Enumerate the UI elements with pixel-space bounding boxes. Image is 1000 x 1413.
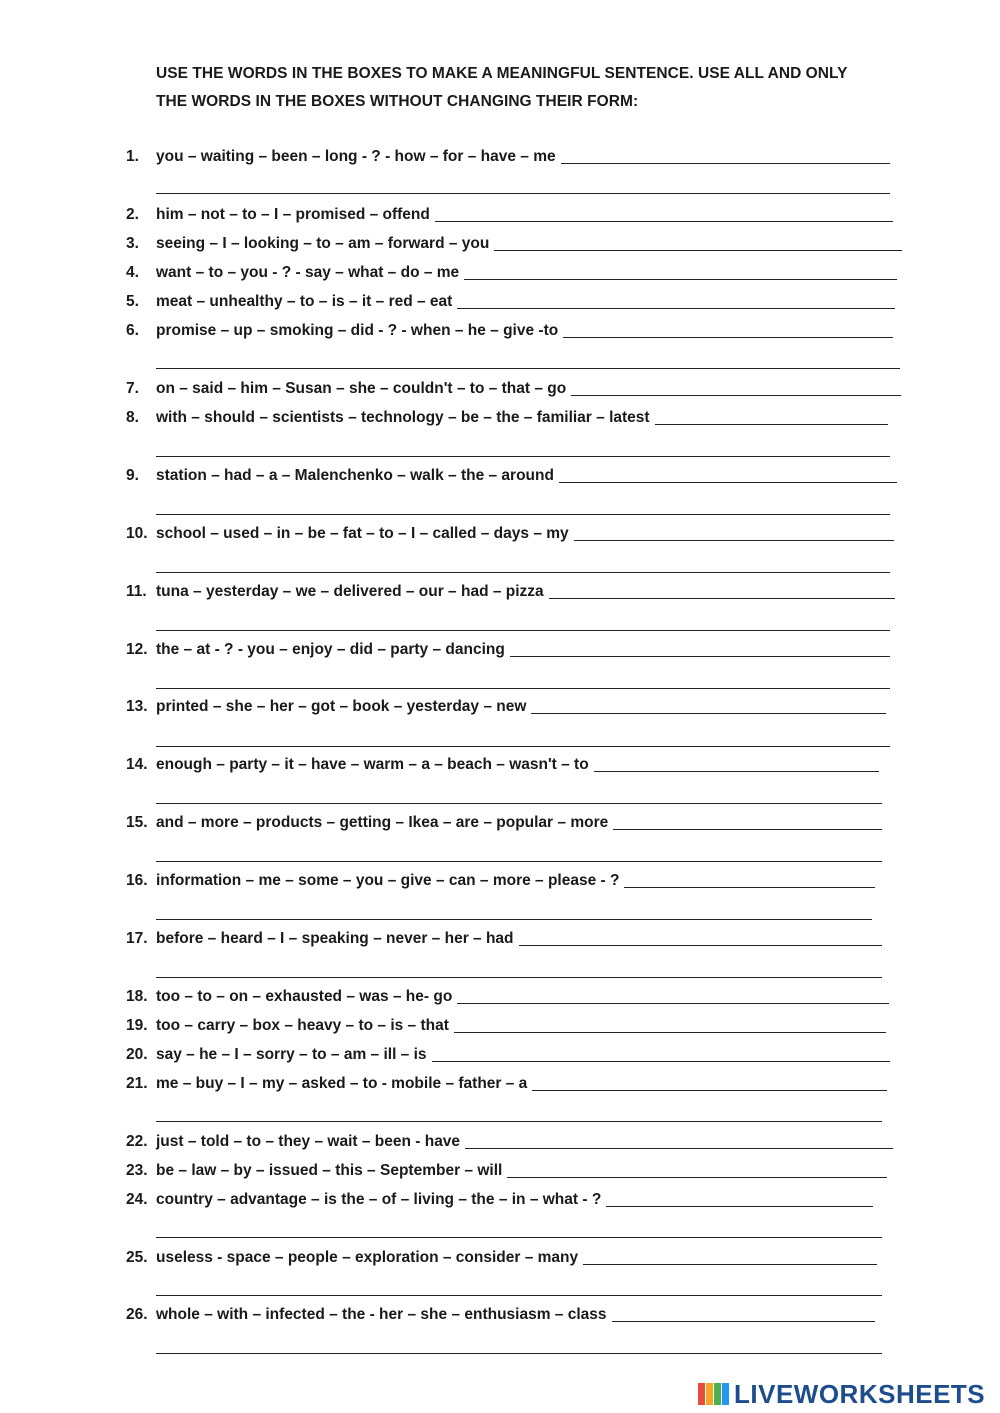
question-words: information – me – some – you – give – can – more – please - ?	[156, 872, 620, 889]
answer-line[interactable]	[655, 424, 888, 425]
answer-line[interactable]	[432, 1061, 890, 1062]
question-number: 12.	[126, 641, 148, 658]
answer-line-continuation[interactable]	[156, 1121, 882, 1122]
answer-line[interactable]	[613, 829, 882, 830]
question-number: 23.	[126, 1162, 148, 1179]
answer-line[interactable]	[606, 1206, 873, 1207]
answer-line[interactable]	[519, 945, 882, 946]
liveworksheets-logo	[698, 1380, 985, 1408]
answer-line[interactable]	[465, 1148, 893, 1149]
question-number: 10.	[126, 525, 148, 542]
question-words: country – advantage – is the – of – living – the – in – what - ?	[156, 1191, 602, 1208]
question-number: 9.	[126, 467, 139, 484]
answer-line[interactable]	[510, 656, 890, 657]
logo-text: LIVEWORKSHEETS	[734, 1378, 986, 1409]
answer-line[interactable]	[454, 1032, 886, 1033]
answer-line[interactable]	[574, 540, 894, 541]
answer-line-continuation[interactable]	[156, 746, 890, 747]
answer-line-continuation[interactable]	[156, 803, 882, 804]
question-number: 5.	[126, 293, 139, 310]
answer-line-continuation[interactable]	[156, 919, 872, 920]
answer-line-continuation[interactable]	[156, 514, 890, 515]
question-words: meat – unhealthy – to – is – it – red – eat	[156, 293, 453, 310]
answer-line[interactable]	[494, 250, 902, 251]
answer-line[interactable]	[549, 598, 895, 599]
answer-line[interactable]	[563, 337, 893, 338]
question-words: you – waiting – been – long - ? - how – for – have – me	[156, 148, 556, 165]
question-number: 19.	[126, 1017, 148, 1034]
question-number: 21.	[126, 1075, 148, 1092]
answer-line[interactable]	[571, 395, 901, 396]
question-number: 16.	[126, 872, 148, 889]
question-number: 3.	[126, 235, 139, 252]
answer-line-continuation[interactable]	[156, 368, 900, 369]
question-number: 7.	[126, 380, 139, 397]
question-words: enough – party – it – have – warm – a – beach – wasn't – to	[156, 756, 589, 773]
question-number: 14.	[126, 756, 148, 773]
question-number: 25.	[126, 1249, 148, 1266]
question-number: 13.	[126, 698, 148, 715]
answer-line[interactable]	[612, 1321, 875, 1322]
question-number: 22.	[126, 1133, 148, 1150]
question-number: 2.	[126, 206, 139, 223]
question-words: me – buy – I – my – asked – to - mobile – father – a	[156, 1075, 528, 1092]
answer-line-continuation[interactable]	[156, 572, 890, 573]
answer-line-continuation[interactable]	[156, 1237, 882, 1238]
answer-line-continuation[interactable]	[156, 688, 890, 689]
question-words: too – carry – box – heavy – to – is – that	[156, 1017, 449, 1034]
question-number: 26.	[126, 1306, 148, 1323]
answer-line[interactable]	[594, 771, 879, 772]
answer-line[interactable]	[457, 1003, 889, 1004]
question-words: want – to – you - ? - say – what – do – me	[156, 264, 460, 281]
question-words: promise – up – smoking – did - ? - when – he – give -to	[156, 322, 559, 339]
answer-line[interactable]	[507, 1177, 887, 1178]
answer-line-continuation[interactable]	[156, 456, 890, 457]
question-number: 4.	[126, 264, 139, 281]
question-words: the – at - ? - you – enjoy – did – party – dancing	[156, 641, 505, 658]
answer-line[interactable]	[435, 221, 893, 222]
question-words: and – more – products – getting – Ikea – are – popular – more	[156, 814, 609, 831]
question-words: too – to – on – exhausted – was – he- go	[156, 988, 453, 1005]
answer-line[interactable]	[583, 1264, 877, 1265]
question-words: just – told – to – they – wait – been - have	[156, 1133, 461, 1150]
question-words: station – had – a – Malenchenko – walk – the – around	[156, 467, 554, 484]
question-number: 1.	[126, 148, 139, 165]
answer-line-continuation[interactable]	[156, 1353, 882, 1354]
answer-line-continuation[interactable]	[156, 861, 882, 862]
question-words: on – said – him – Susan – she – couldn't – to – that – go	[156, 380, 567, 397]
answer-line[interactable]	[532, 1090, 887, 1091]
question-words: him – not – to – I – promised – offend	[156, 206, 430, 223]
question-words: useless - space – people – exploration – consider – many	[156, 1249, 579, 1266]
question-number: 24.	[126, 1191, 148, 1208]
question-words: tuna – yesterday – we – delivered – our – had – pizza	[156, 583, 544, 600]
question-words: printed – she – her – got – book – yesterday – new	[156, 698, 527, 715]
question-number: 17.	[126, 930, 148, 947]
answer-line-continuation[interactable]	[156, 1295, 882, 1296]
question-number: 20.	[126, 1046, 148, 1063]
question-number: 15.	[126, 814, 148, 831]
answer-line-continuation[interactable]	[156, 977, 882, 978]
instructions-line-2: THE WORDS IN THE BOXES WITHOUT CHANGING THEIR FORM:	[156, 93, 639, 110]
logo-mark-icon	[698, 1383, 730, 1405]
question-words: whole – with – infected – the - her – she – enthusiasm – class	[156, 1306, 607, 1323]
question-number: 6.	[126, 322, 139, 339]
question-words: be – law – by – issued – this – September – will	[156, 1162, 503, 1179]
question-number: 8.	[126, 409, 139, 426]
answer-line-continuation[interactable]	[156, 193, 890, 194]
answer-line[interactable]	[624, 887, 875, 888]
answer-line-continuation[interactable]	[156, 630, 890, 631]
instructions-line-1: USE THE WORDS IN THE BOXES TO MAKE A MEANINGFUL SENTENCE. USE ALL AND ONLY	[156, 65, 848, 82]
answer-line[interactable]	[559, 482, 897, 483]
question-words: seeing – I – looking – to – am – forward – you	[156, 235, 490, 252]
answer-line[interactable]	[531, 713, 886, 714]
answer-line[interactable]	[561, 163, 890, 164]
question-words: with – should – scientists – technology – be – the – familiar – latest	[156, 409, 650, 426]
question-number: 11.	[126, 583, 147, 600]
answer-line[interactable]	[457, 308, 895, 309]
question-words: say – he – I – sorry – to – am – ill – is	[156, 1046, 427, 1063]
answer-line[interactable]	[464, 279, 897, 280]
instructions	[156, 60, 936, 116]
question-number: 18.	[126, 988, 148, 1005]
question-words: school – used – in – be – fat – to – I – called – days – my	[156, 525, 569, 542]
question-words: before – heard – I – speaking – never – her – had	[156, 930, 514, 947]
